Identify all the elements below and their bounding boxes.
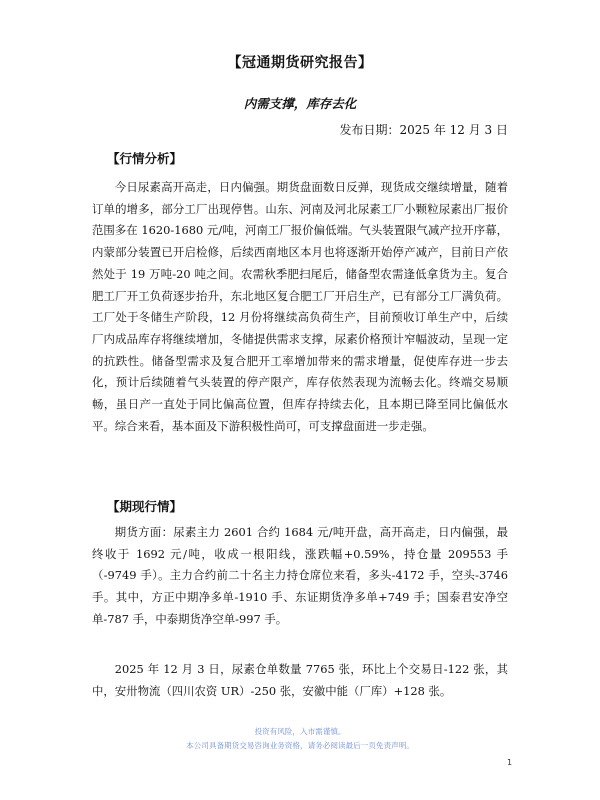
market-analysis-paragraph: 今日尿素高开高走，日内偏强。期货盘面数日反弹，现货成交继续增量，随着订单的增多，部分工厂出现停售。山东、河南及河北尿素工厂小颗粒尿素出厂报价范围多在 1620-1680 元/吨，河南工厂报价偏低端。气头装置限气减产拉开序幕，内蒙部分装置已开启检修，后续西南地区本月也将逐渐开始停产减产，目前日产依然处于 19 万吨-20 吨之间。农需秋季肥扫尾后，储备型农需逢低拿货为主。复合肥工厂开工负荷逐步抬升，东北地区复合肥工厂开启生产，已有部分工厂满负荷。工厂处于冬储生产阶段，12 月份将继续高负荷生产，目前预收订单生产中，后续厂内成品库存将继续增加，冬储提供需求支撑，尿素价格预计窄幅波动，呈现一定的抗跌性。储备型需求及复合肥开工率增加带来的需求增量，促使库存进一步去化，预计后续随着气头装置的停产限产，库存依然表现为流畅去化。终端交易顺畅，虽日产一直处于同比偏高位置，但库存持续去化，且本期已降至同比偏低水平。综合来看，基本面及下游积极性尚可，可支撑盘面进一步走强。	[92, 180, 508, 433]
footer-disclaimer	[0, 725, 600, 753]
warehouse-receipt-paragraph: 2025 年 12 月 3 日，尿素仓单数量 7765 张，环比上个交易日-122 张，其中，安卅物流（四川农资 UR）-250 张，安徽中能（厂库）+128 张。	[92, 662, 508, 698]
report-title: 【冠通期货研究报告】	[227, 55, 373, 71]
disclaimer-line-risk: 投资有风险，入市需谨慎。	[254, 727, 346, 736]
report-subtitle: 内需支撑，库存去化	[243, 96, 357, 111]
page-number: 1	[507, 758, 513, 767]
publish-date: 发布日期：2025 年 12 月 3 日	[339, 123, 508, 137]
section-heading-futures-spot: 【期现行情】	[107, 499, 183, 514]
section-heading-market-analysis: 【行情分析】	[107, 151, 183, 166]
disclaimer-line-qualification: 本公司具备期货交易咨询业务资格，请务必阅读最后一页免责声明。	[186, 741, 414, 750]
futures-paragraph: 期货方面：尿素主力 2601 合约 1684 元/吨开盘，高开高走，日内偏强，最终收于 1692 元/吨，收成一根阳线，涨跌幅+0.59%，持仓量 209553 手（-9749 手）。主力合约前二十名主力持仓席位来看，多头-4172 手，空头-3746 手。其中，方正中期净多单-1910 手、东证期货净多单+749 手；国泰君安净空单-787 手，中泰期货净空单-997 手。	[92, 525, 508, 626]
